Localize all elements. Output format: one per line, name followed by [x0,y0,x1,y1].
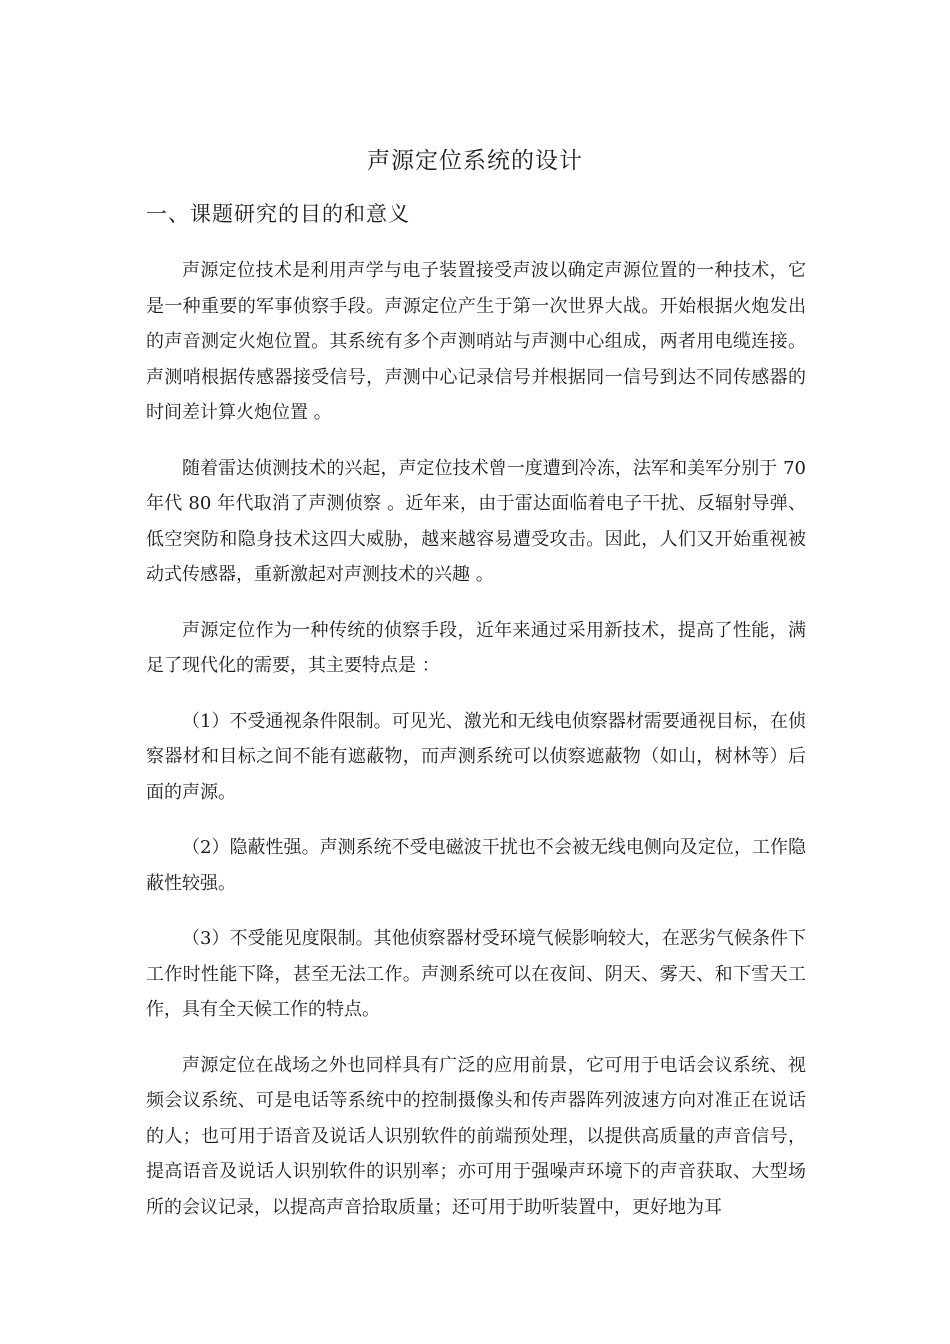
paragraph-intro: 声源定位技术是利用声学与电子装置接受声波以确定声源位置的一种技术，它是一种重要的军事侦察手段。声源定位产生于第一次世界大战。开始根据火炮发出的声音测定火炮位置。其系统有多个声测哨站与声测中心组成，两者用电缆连接。声测哨根据传感器接受信号，声测中心记录信号并根据同一信号到达不同传感器的时间差计算火炮位置 。 [146,260,806,423]
paragraph-feature-2: （2）隐蔽性强。声测系统不受电磁波干扰也不会被无线电侧向及定位，工作隐蔽性较强。 [146,837,806,894]
paragraph-applications: 声源定位在战场之外也同样具有广泛的应用前景，它可用于电话会议系统、视频会议系统、可是电话等系统中的控制摄像头和传声器阵列波速方向对准正在说话的人；也可用于语音及说话人识别软件的前端预处理，以提供高质量的声音信号，提高语音及说话人识别软件的识别率；亦可用于强噪声环境下的声音获取、大型场所的会议记录，以提高声音拾取质量；还可用于助听装置中，更好地为耳 [146,1054,806,1218]
paragraph-feature-1: （1）不受通视条件限制。可见光、激光和无线电侦察器材需要通视目标，在侦察器材和目标之间不能有遮蔽物，而声测系统可以侦察遮蔽物（如山，树林等）后面的声源。 [146,710,806,803]
document-title: 声源定位系统的设计 [367,148,583,174]
paragraph-feature-3: （3）不受能见度限制。其他侦察器材受环境气候影响较大，在恶劣气候条件下工作时性能下降，甚至无法工作。声测系统可以在夜间、阴天、雾天、和下雪天工作，具有全天候工作的特点。 [146,928,806,1020]
section-heading: 一、课题研究的目的和意义 [146,202,410,226]
paragraph-history: 随着雷达侦测技术的兴起，声定位技术曾一度遭到冷冻，法军和美军分别于 70 年代 80 年代取消了声测侦察 。近年来，由于雷达面临着电子干扰、反辐射导弹、低空突防和隐身技术这四大威胁，越来越容易遭受攻击。因此，人们又开始重视被动式传感器，重新激起对声测技术的兴趣 。 [146,457,806,585]
paragraph-features-intro: 声源定位作为一种传统的侦察手段，近年来通过采用新技术，提高了性能，满足了现代化的需要，其主要特点是 ： [146,619,806,676]
document-body [146,253,806,1245]
